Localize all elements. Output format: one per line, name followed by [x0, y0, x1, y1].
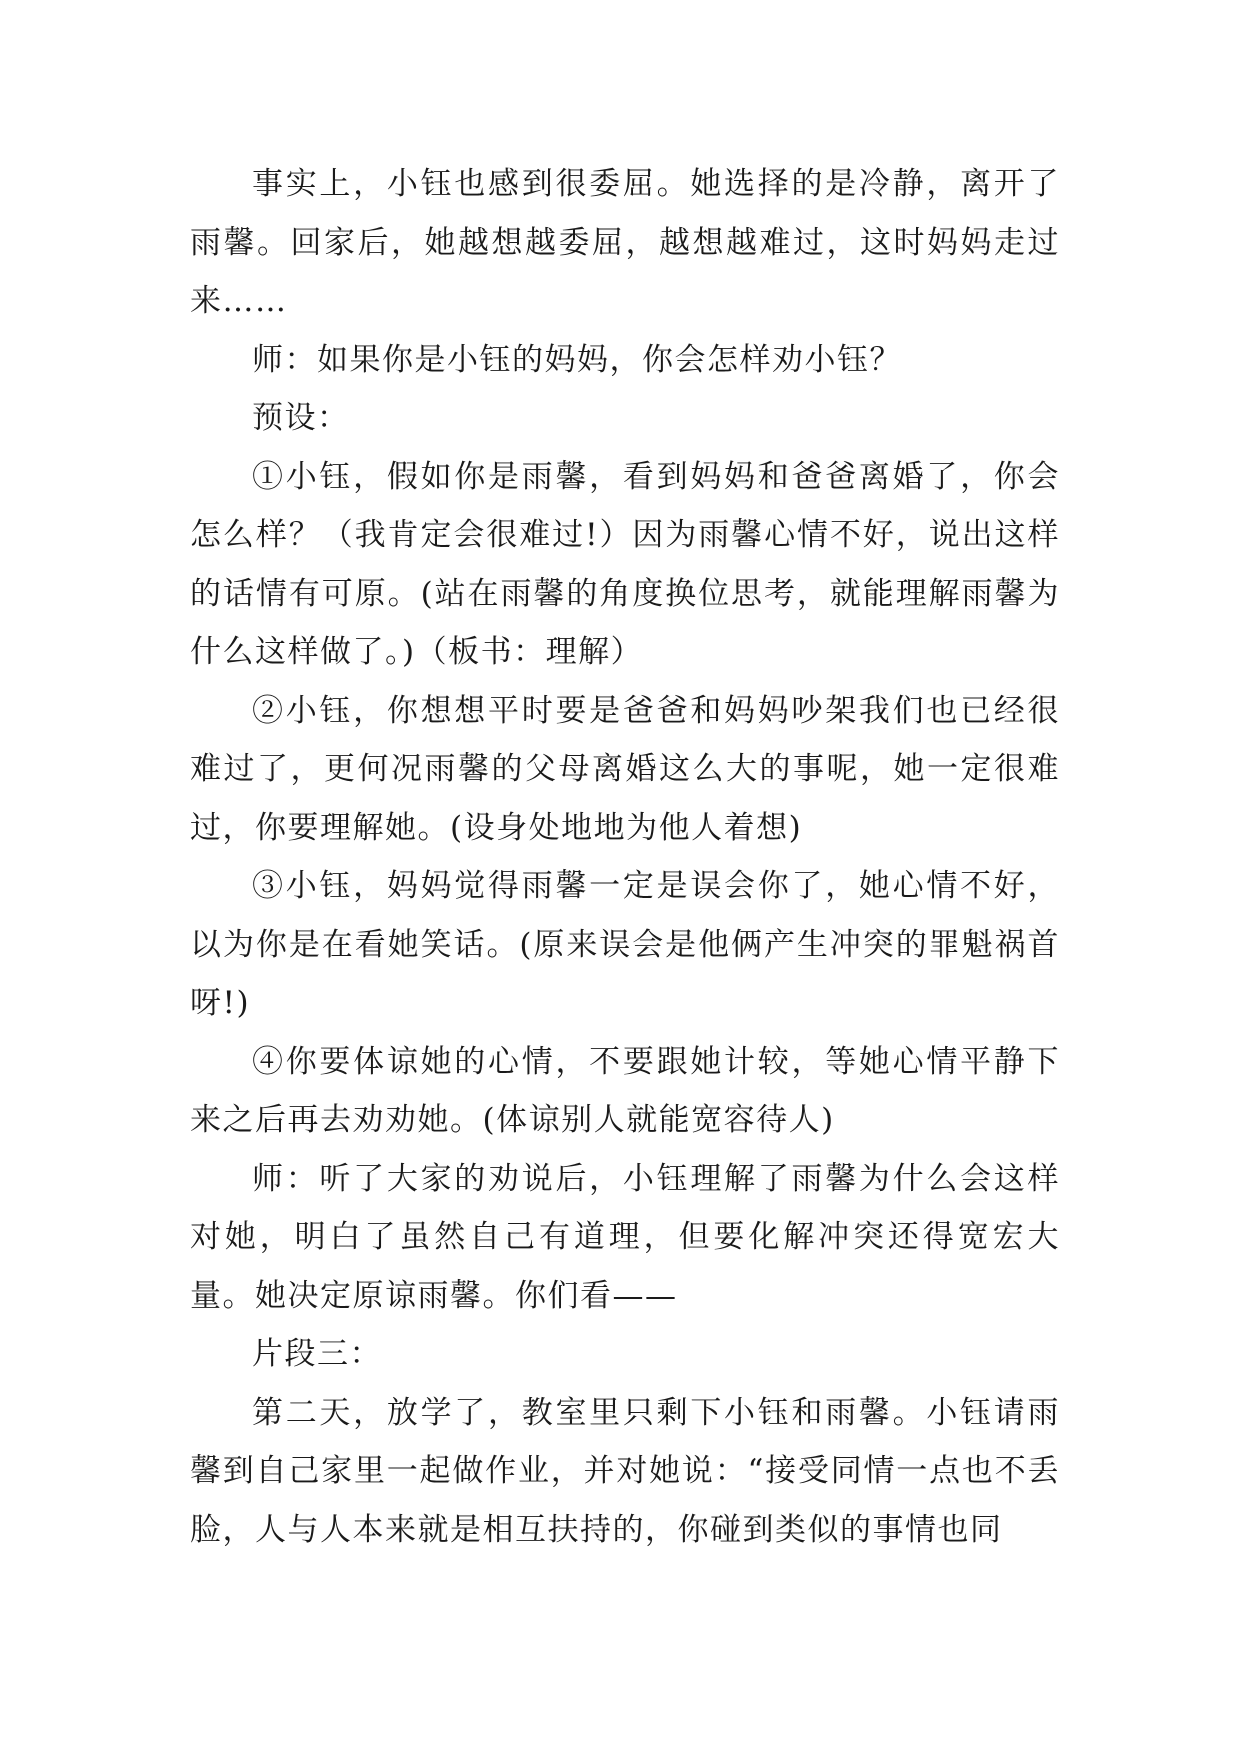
paragraph-5: ②小钰，你想想平时要是爸爸和妈妈吵架我们也已经很难过了，更何况雨馨的父母离婚这么大的事呢，她一定很难过，你要理解她。(设身处地地为他人着想) — [190, 692, 1060, 846]
paragraph-7: ④你要体谅她的心情，不要跟她计较，等她心情平静下来之后再去劝劝她。(体谅别人就能宽容待人) — [190, 1043, 1060, 1138]
paragraph-2: 师：如果你是小钰的妈妈，你会怎样劝小钰？ — [252, 341, 902, 378]
paragraph-8: 师：听了大家的劝说后，小钰理解了雨馨为什么会这样对她，明白了虽然自己有道理，但要化解冲突还得宽宏大量。她决定原谅雨馨。你们看—— — [190, 1160, 1060, 1314]
paragraph-4: ①小钰，假如你是雨馨，看到妈妈和爸爸离婚了，你会怎么样？（我肯定会很难过!）因为雨馨心情不好，说出这样的话情有可原。(站在雨馨的角度换位思考，就能理解雨馨为什么这样做了。)（板书：理解） — [190, 458, 1060, 670]
paragraph-10: 第二天，放学了，教室里只剩下小钰和雨馨。小钰请雨馨到自己家里一起做作业，并对她说：“接受同情一点也不丢脸，人与人本来就是相互扶持的，你碰到类似的事情也同 — [190, 1394, 1060, 1548]
paragraph-9: 片段三： — [252, 1336, 382, 1372]
paragraph-6: ③小钰，妈妈觉得雨馨一定是误会你了，她心情不好，以为你是在看她笑话。(原来误会是他俩产生冲突的罪魁祸首呀!) — [190, 868, 1060, 1021]
paragraph-3: 预设： — [252, 400, 350, 436]
document-body — [190, 155, 1060, 1559]
paragraph-1: 事实上，小钰也感到很委屈。她选择的是冷静，离开了雨馨。回家后，她越想越委屈，越想越难过，这时妈妈走过来…… — [190, 166, 1060, 319]
